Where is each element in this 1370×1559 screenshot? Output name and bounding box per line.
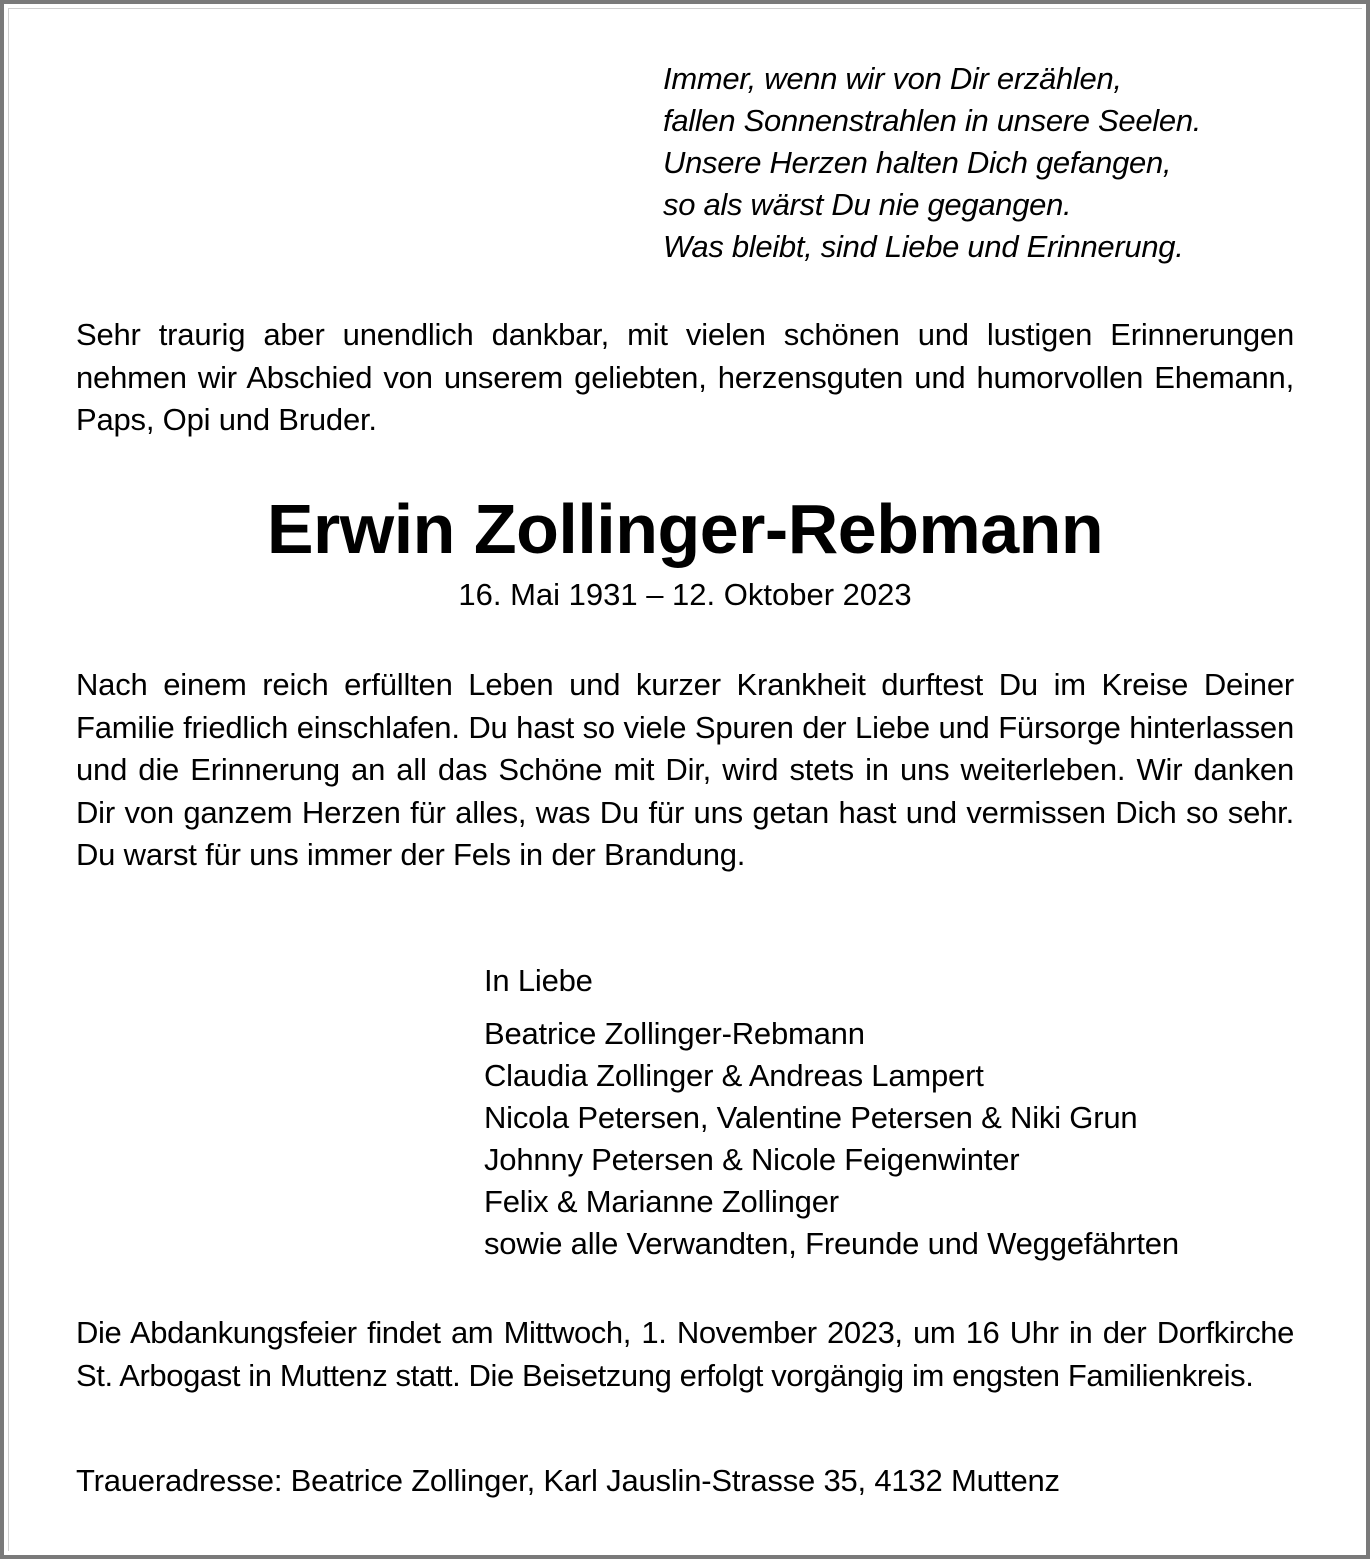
mourner-entry: sowie alle Verwandten, Freunde und Weggefährten — [484, 1226, 1179, 1261]
life-dates: 16. Mai 1931 – 12. Oktober 2023 — [458, 577, 912, 612]
mourner-entry: Felix & Marianne Zollinger — [484, 1184, 839, 1219]
poem-line: fallen Sonnenstrahlen in unsere Seelen. — [663, 103, 1202, 138]
poem-line: Unsere Herzen halten Dich gefangen, — [663, 145, 1172, 180]
mourner-entry: Beatrice Zollinger-Rebmann — [484, 1016, 865, 1051]
mourner-entry: Johnny Petersen & Nicole Feigenwinter — [484, 1142, 1020, 1177]
mourner-entry: Claudia Zollinger & Andreas Lampert — [484, 1058, 984, 1093]
body-paragraph: Nach einem reich erfüllten Leben und kurzer Krankheit durftest Du im Kreise Deiner Familie friedlich einschlafen. Du hast so viele Spuren der Liebe und Fürsorge hinterlassen und die Erinnerung an all das Schöne mit Dir, wird stets in uns weiterleben. Wir danken Dir von ganzem Herzen für alles, was Du für uns getan hast und vermissen Dich so sehr. Du warst für uns immer der Fels in der Brandung. — [76, 667, 1294, 872]
signoff-label: In Liebe — [484, 963, 593, 998]
deceased-name: Erwin Zollinger-Rebmann — [266, 490, 1104, 568]
poem-line: Was bleibt, sind Liebe und Erinnerung. — [663, 229, 1184, 264]
mourners-list — [484, 1013, 1179, 1265]
intro-paragraph: Sehr traurig aber unendlich dankbar, mit vielen schönen und lustigen Erinnerungen nehmen wir Abschied von unserem geliebten, herzensguten und humorvollen Ehemann, Paps, Opi und Bruder. — [76, 317, 1294, 437]
mourning-address: Traueradresse: Beatrice Zollinger, Karl Jauslin-Strasse 35, 4132 Muttenz — [76, 1463, 1060, 1498]
poem — [663, 58, 1201, 268]
service-paragraph: Die Abdankungsfeier findet am Mittwoch, 1. November 2023, um 16 Uhr in der Dorfkirche St. Arbogast in Muttenz statt. Die Beisetzung erfolgt vorgängig im engsten Familienkreis. — [76, 1315, 1294, 1393]
poem-line: so als wärst Du nie gegangen. — [663, 187, 1072, 222]
mourner-entry: Nicola Petersen, Valentine Petersen & Niki Grun — [484, 1100, 1138, 1135]
poem-line: Immer, wenn wir von Dir erzählen, — [663, 61, 1122, 96]
